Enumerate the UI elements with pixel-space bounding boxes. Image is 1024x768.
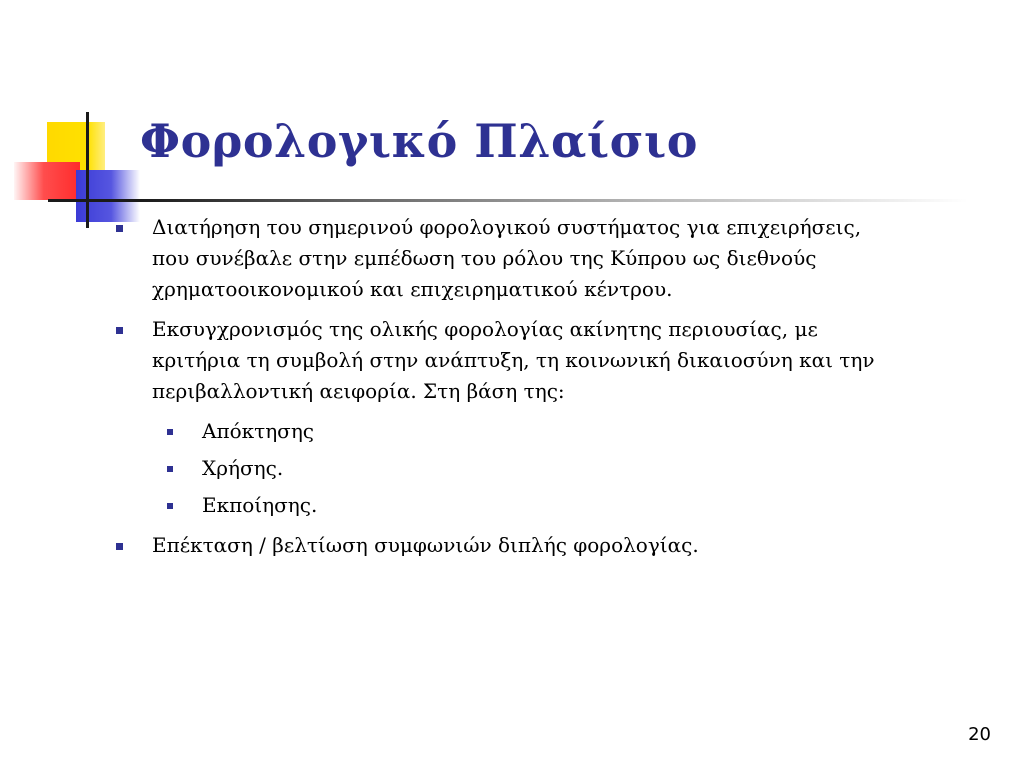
bullet-text: Εκσυγχρονισμός της ολικής φορολογίας ακίνητης περιουσίας, με κριτήρια τη συμβολή στην ανάπτυξη, τη κοινωνική δικαιοσύνη και την περιβαλλοντική αειφορία. Στη βάση της:	[152, 317, 875, 403]
decorative-vertical-line	[86, 112, 89, 228]
square-bullet-icon	[167, 503, 173, 509]
sub-bullet-text: Απόκτησης	[202, 419, 315, 443]
sub-bullet-item	[112, 490, 892, 521]
bullet-item	[112, 530, 892, 561]
sub-bullet-item	[112, 416, 892, 447]
sub-bullet-text: Εκποίησης.	[202, 493, 318, 517]
title-underline-divider	[48, 199, 968, 202]
bullet-text: Διατήρηση του σημερινού φορολογικού συστήματος για επιχειρήσεις, που συνέβαλε στην εμπέδωση του ρόλου της Κύπρου ως διεθνούς χρηματοοικονομικού και επιχειρηματικού κέντρου.	[152, 215, 862, 301]
bullet-item	[112, 212, 892, 305]
bullet-list	[112, 212, 892, 570]
bullet-text: Επέκταση / βελτίωση συμφωνιών διπλής φορολογίας.	[152, 533, 699, 557]
sub-bullet-text: Χρήσης.	[202, 456, 284, 480]
square-bullet-icon	[167, 429, 173, 435]
square-bullet-icon	[116, 225, 123, 232]
decorative-red-square	[14, 162, 80, 200]
slide-title: Φορολογικό Πλαίσιο	[140, 114, 698, 168]
square-bullet-icon	[167, 466, 173, 472]
bullet-item	[112, 314, 892, 407]
page-number: 20	[968, 724, 991, 745]
square-bullet-icon	[116, 543, 123, 550]
sub-bullet-item	[112, 453, 892, 484]
square-bullet-icon	[116, 327, 123, 334]
